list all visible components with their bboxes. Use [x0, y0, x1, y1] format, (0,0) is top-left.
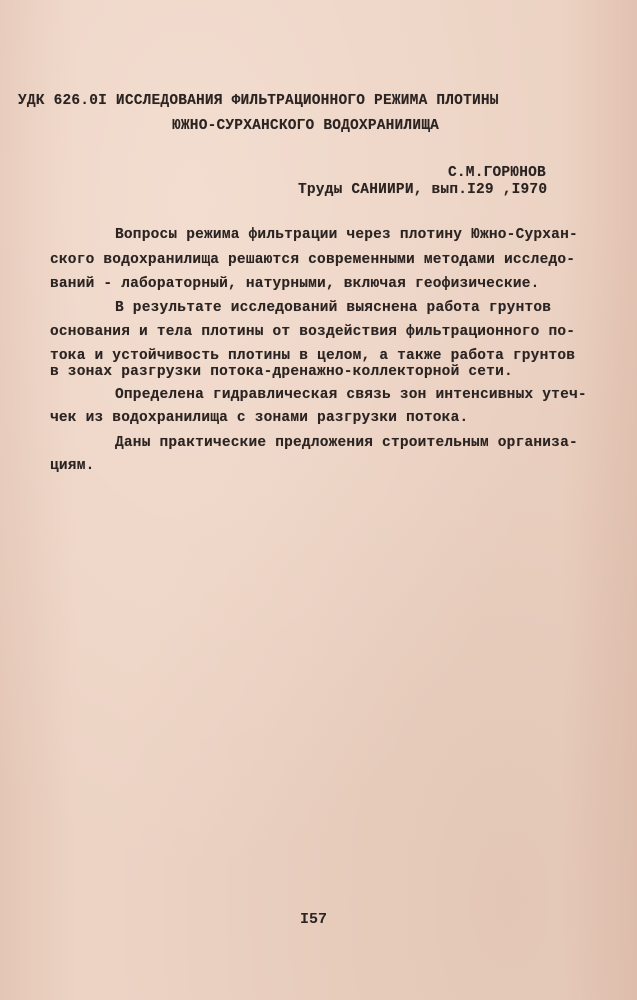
abstract-line-5: основания и тела плотины от воздействия фильтрационного по-	[50, 324, 576, 340]
abstract-line-10: Даны практические предложения строительным организа-	[115, 435, 578, 451]
abstract-line-2: ского водохранилища решаются современными методами исследо-	[50, 252, 576, 268]
abstract-line-11: циям.	[50, 458, 95, 474]
abstract-line-9: чек из водохранилища с зонами разгрузки потока.	[50, 410, 469, 426]
document-title-line-1: УДК 626.0I ИССЛЕДОВАНИЯ ФИЛЬТРАЦИОННОГО РЕЖИМА ПЛОТИНЫ	[18, 93, 499, 109]
author-name: С.М.ГОРЮНОВ	[448, 165, 546, 181]
document-title-line-2: ЮЖНО-СУРХАНСКОГО ВОДОХРАНИЛИЩА	[172, 118, 440, 134]
abstract-line-3: ваний - лабораторный, натурными, включая геофизические.	[50, 276, 540, 292]
page-number: I57	[300, 911, 328, 928]
abstract-line-6: тока и устойчивость плотины в целом, а также работа грунтов	[50, 348, 576, 364]
publication-source: Труды САНИИРИ, вып.I29 ,I970	[298, 182, 548, 198]
abstract-line-7: в зонах разгрузки потока-дренажно-коллекторной сети.	[50, 364, 513, 380]
abstract-line-4: В результате исследований выяснена работа грунтов	[115, 300, 552, 316]
abstract-line-8: Определена гидравлическая связь зон интенсивных утеч-	[115, 387, 587, 403]
abstract-line-1: Вопросы режима фильтрации через плотину Южно-Сурхан-	[115, 227, 578, 243]
